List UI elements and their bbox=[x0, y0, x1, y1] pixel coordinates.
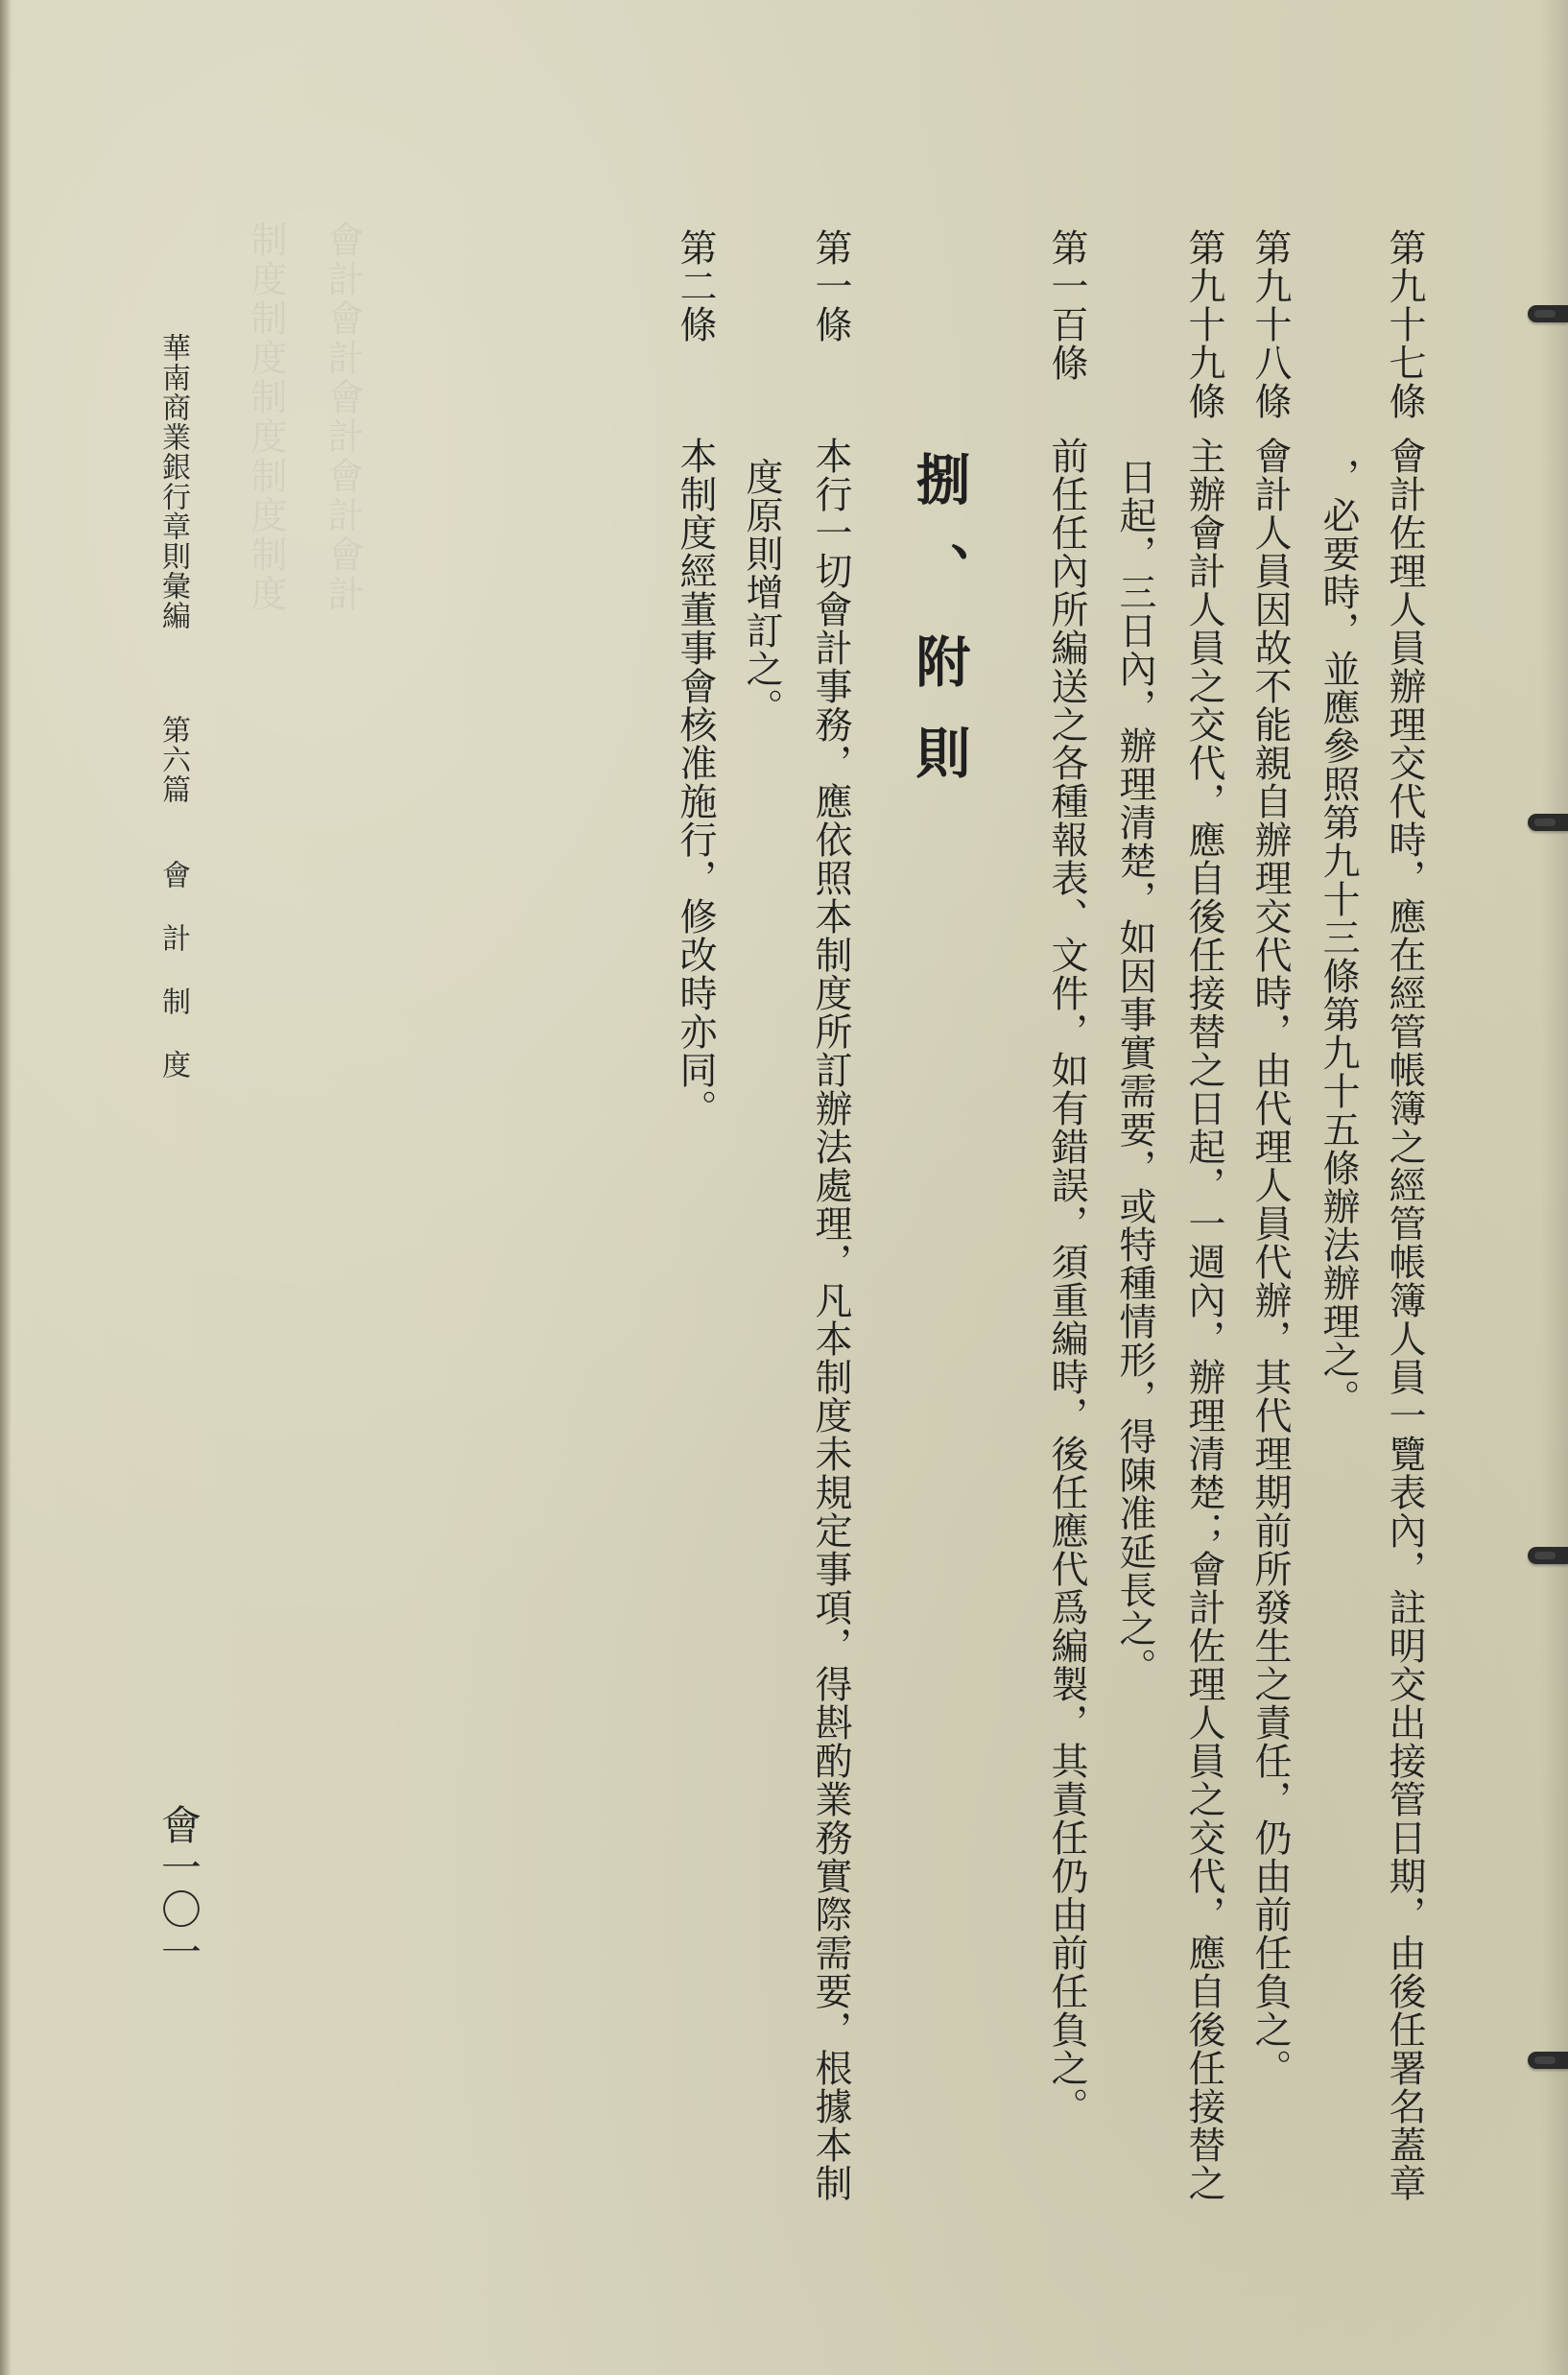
binding-ring bbox=[1528, 1547, 1568, 1564]
supplementary-article-1-text: 本行一切會計事務，應依照本制度所訂辦法處理，凡本制度未規定事項，得斟酌業務實際需要，根據本制 bbox=[809, 437, 852, 2202]
article-98-label: 第九十八條 bbox=[1248, 228, 1292, 420]
section-title: 捌、附則 bbox=[907, 451, 971, 816]
supplementary-article-1-label: 第一條 bbox=[809, 228, 852, 344]
article-99-continuation: 日起，三日內，辦理清楚，如因事實需要，或特種情形，得陳准延長之。 bbox=[1113, 458, 1156, 1686]
article-98-text: 會計人員因故不能親自辦理交代時，由代理人員代辦，其代理期前所發生之責任，仍由前任負之。 bbox=[1248, 437, 1292, 2087]
book-title: 華南商業銀行章則彙編 bbox=[156, 333, 190, 630]
article-97-text: 會計佐理人員辦理交代時，應在經管帳簿之經管帳簿人員一覽表內，註明交出接管日期，由後任署名蓋章 bbox=[1383, 437, 1426, 2202]
show-through-text: 會計會計會計會計會計 bbox=[321, 221, 364, 614]
binding-shadow bbox=[0, 0, 12, 2375]
article-100-text: 前任任內所編送之各種報表、文件，如有錯誤，須重編時，後任應代爲編製，其責任仍由前任負之。 bbox=[1045, 437, 1088, 2126]
article-99-text: 主辦會計人員之交代，應自後任接替之日起，一週內，辦理清楚；會計佐理人員之交代，應自後任接替之 bbox=[1182, 437, 1225, 2202]
binding-ring bbox=[1528, 2052, 1568, 2069]
article-99-label: 第九十九條 bbox=[1182, 228, 1225, 420]
binding-ring bbox=[1528, 814, 1568, 831]
show-through-text: 制度制度制度制度制度 bbox=[245, 221, 287, 614]
supplementary-article-2-label: 第二條 bbox=[674, 228, 717, 344]
part-title: 會計制度 bbox=[156, 860, 190, 1113]
binding-ring bbox=[1528, 305, 1568, 322]
supplementary-article-1-continuation: 度原則增訂之。 bbox=[740, 458, 783, 726]
part-label: 第六篇 bbox=[156, 715, 190, 804]
supplementary-article-2-text: 本制度經董事會核准施行，修改時亦同。 bbox=[674, 437, 717, 1128]
article-97-continuation: ，必要時，並應參照第九十三條第九十五條辦法辦理之。 bbox=[1317, 458, 1360, 1417]
paper-edge-shadow bbox=[1541, 0, 1568, 2375]
article-97-label: 第九十七條 bbox=[1383, 228, 1426, 420]
page-number: 會一〇一 bbox=[155, 1804, 202, 1973]
article-100-label: 第一百條 bbox=[1045, 228, 1088, 382]
